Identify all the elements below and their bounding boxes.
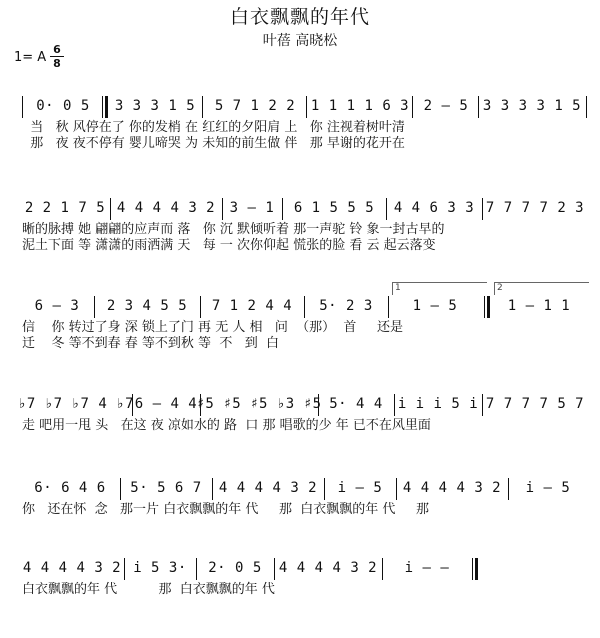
measure: 6· 6 4 6: [34, 480, 106, 496]
barline: [110, 198, 111, 220]
barline: [478, 96, 479, 118]
measure: 3 3 3 3 1 5: [482, 98, 582, 114]
barline: [196, 558, 197, 580]
volta-second-ending: 2: [494, 282, 589, 295]
barline: [94, 296, 95, 318]
barline: [304, 296, 305, 318]
barline: [212, 478, 213, 500]
measure: i i i 5 i: [397, 396, 479, 412]
measure: 7 7 7 7 2 3: [485, 200, 585, 216]
key-signature: 1= A: [14, 50, 47, 65]
measure: 6 1 5 5 5: [293, 200, 375, 216]
barline: [412, 96, 413, 118]
measure: 3 – 1: [229, 200, 275, 216]
measure: 7 7 7 7 5 7: [485, 396, 585, 412]
barline: [382, 558, 383, 580]
time-signature-top: 6: [53, 43, 61, 56]
barline: [282, 198, 283, 220]
score-system-4: [17, 394, 588, 474]
measure: 6 – 3: [34, 298, 80, 314]
score-system-5: [22, 478, 588, 558]
song-credits: 叶蓓 高晓松: [262, 33, 338, 49]
measure: 1 – 5: [412, 298, 458, 314]
measure: 6 – 4 4: [134, 396, 198, 412]
lyric-line-2: 那 夜 夜不停有 婴儿啼哭 为 未知的前生做 伴 那 早谢的花开在: [22, 136, 405, 151]
measure: 4 4 4 4 3 2: [218, 480, 318, 496]
lyric-line-1: 你 还在怀 念 那一片 白衣飘飘的年 代 那 白衣飘飘的年 代 那: [22, 502, 430, 517]
barline: [508, 478, 509, 500]
barline: [124, 558, 125, 580]
measure: 4 4 4 4 3 2: [22, 560, 122, 576]
time-signature-bottom: 8: [53, 57, 61, 70]
measure: i 5 3·: [133, 560, 187, 576]
time-signature: [50, 44, 64, 69]
barline: [482, 198, 483, 220]
lyric-line-1: 晰的脉搏 她 翩翩的应声而 落 你 沉 默倾听着 那一声驼 铃 象一封古早的: [22, 222, 445, 237]
score-system-3: [22, 283, 588, 376]
measure: 5· 4 4: [329, 396, 383, 412]
barline: [394, 394, 395, 416]
measure: ♭7 ♭7 ♭7 4 ♭7: [17, 396, 135, 412]
barline: [306, 96, 307, 118]
measure: 1 1 1 1 6 3: [310, 98, 410, 114]
measure: i – 5: [525, 480, 571, 496]
barline: [388, 296, 389, 318]
score-system-2: [22, 198, 588, 278]
lyric-line-1: 走 吧用一甩 头 在这 夜 凉如水的 路 口 那 唱歌的少 年 已不在风里面: [22, 418, 431, 433]
barline: [222, 198, 223, 220]
measure: 1 – 1 1: [507, 298, 571, 314]
measure: 5· 5 6 7: [130, 480, 202, 496]
measure: 4 4 4 4 3 2: [278, 560, 378, 576]
barline: [132, 394, 133, 416]
barline: [200, 296, 201, 318]
lyric-line-2: 泥土下面 等 潇潇的雨洒满 天 每 一 次你仰起 慌张的脸 看 云 起云落变: [22, 238, 436, 253]
lyric-line-1: 白衣飘飘的年 代 那 白衣飘飘的年 代: [22, 582, 275, 597]
measure: 5· 2 3: [319, 298, 373, 314]
measure: 0· 0 5: [36, 98, 90, 114]
final-barline: [472, 558, 473, 580]
measure: 2 – 5: [423, 98, 469, 114]
measure: 2 3 4 5 5: [106, 298, 188, 314]
volta-first-ending: 1: [392, 282, 487, 295]
repeat-barline: [102, 96, 103, 118]
measure: 4 4 4 4 3 2: [116, 200, 216, 216]
score-system-6: [22, 558, 588, 638]
repeat-barline: [484, 296, 485, 318]
lyric-line-2: 迁 冬 等不到春 春 等不到秋 等 不 到 白: [22, 336, 279, 351]
barline: [120, 478, 121, 500]
lyric-line-1: 当 秋 风停在了 你的发梢 在 红红的夕阳肩 上 你 注视着树叶清: [22, 120, 405, 135]
barline: [586, 96, 587, 118]
measure: 4 4 6 3 3: [393, 200, 475, 216]
lyric-line-1: 信 你 转过了身 深 锁上了门 再 无 人 相 问 （那） 首 还是: [22, 320, 404, 335]
measure: 5 7 1 2 2: [214, 98, 296, 114]
measure: 2· 0 5: [208, 560, 262, 576]
measure: i – –: [404, 560, 450, 576]
measure: 2 2 1 7 5: [24, 200, 106, 216]
barline: [202, 96, 203, 118]
song-title: 白衣飘飘的年代: [229, 6, 370, 28]
barline: [22, 96, 23, 118]
barline: [482, 394, 483, 416]
measure: i – 5: [337, 480, 383, 496]
barline: [324, 478, 325, 500]
score-system-1: [22, 96, 588, 176]
measure: 4 4 4 4 3 2: [402, 480, 502, 496]
measure: 3 3 3 1 5: [114, 98, 196, 114]
measure: 7 1 2 4 4: [211, 298, 293, 314]
barline: [386, 198, 387, 220]
barline: [274, 558, 275, 580]
measure: ♯5 ♯5 ♯5 ♭3 ♯5: [196, 396, 322, 412]
barline: [396, 478, 397, 500]
barline: [318, 394, 319, 416]
